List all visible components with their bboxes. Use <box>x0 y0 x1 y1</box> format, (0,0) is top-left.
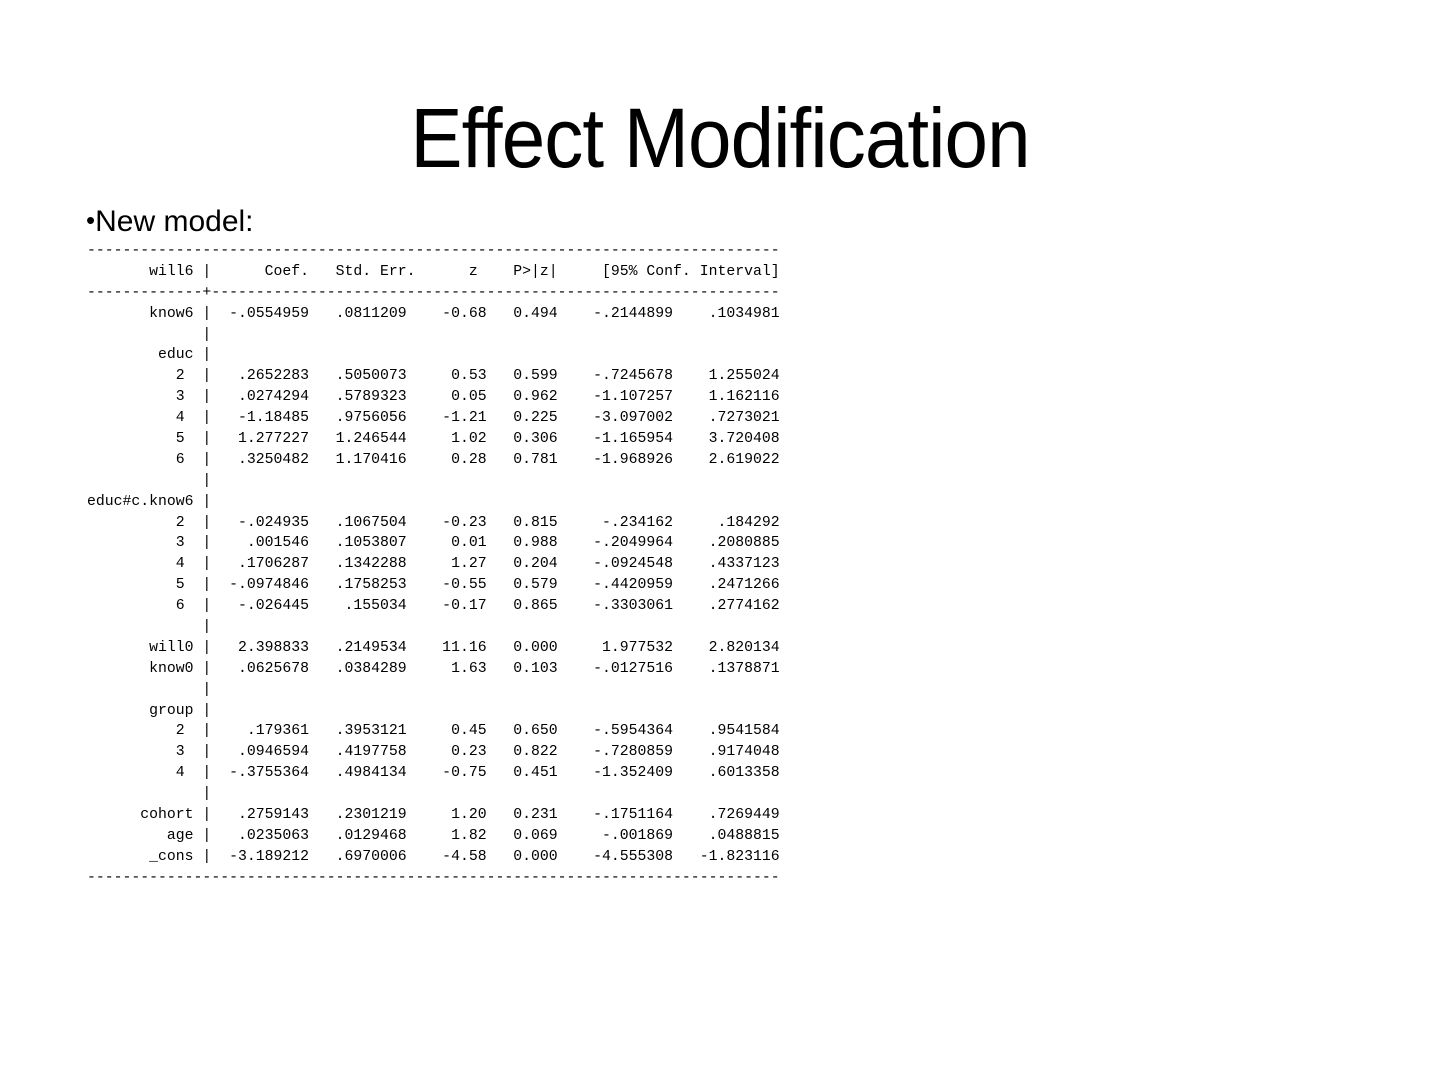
table-row: 5 | 1.277227 1.246544 1.02 0.306 -1.165954 3.720408 <box>87 431 780 448</box>
table-row: 3 | .0946594 .4197758 0.23 0.822 -.7280859 .9174048 <box>87 744 780 761</box>
table-row: 4 | -1.18485 .9756056 -1.21 0.225 -3.097002 .7273021 <box>87 410 780 427</box>
separator-line: ------------------------------------------------------------------------------ <box>87 243 780 259</box>
table-row: 4 | .1706287 .1342288 1.27 0.204 -.0924548 .4337123 <box>87 556 780 573</box>
table-row: know0 | .0625678 .0384289 1.63 0.103 -.0127516 .1378871 <box>87 660 780 677</box>
table-row: 3 | .001546 .1053807 0.01 0.988 -.2049964 .2080885 <box>87 535 780 552</box>
table-row: | <box>87 619 212 636</box>
table-row: know6 | -.0554959 .0811209 -0.68 0.494 -.2144899 .1034981 <box>87 305 780 322</box>
bullet-dot: • <box>86 205 96 235</box>
table-row: _cons | -3.189212 .6970006 -4.58 0.000 -4.555308 -1.823116 <box>87 848 780 865</box>
table-row: 3 | .0274294 .5789323 0.05 0.962 -1.107257 1.162116 <box>87 389 780 406</box>
table-row: 2 | .2652283 .5050073 0.53 0.599 -.7245678 1.255024 <box>87 368 780 385</box>
table-row: | <box>87 472 212 489</box>
separator-line: ------------------------------------------------------------------------------ <box>87 869 780 886</box>
table-row: 2 | .179361 .3953121 0.45 0.650 -.5954364 .9541584 <box>87 723 780 740</box>
table-row: will0 | 2.398833 .2149534 11.16 0.000 1.977532 2.820134 <box>87 639 780 656</box>
table-row: 2 | -.024935 .1067504 -0.23 0.815 -.234162 .184292 <box>87 514 780 531</box>
slide-title: Effect Modification <box>410 91 1030 185</box>
table-row: | <box>87 681 212 698</box>
bullet-text: New model: <box>95 205 254 238</box>
table-row: educ#c.know6 | <box>87 493 212 510</box>
table-row: 5 | -.0974846 .1758253 -0.55 0.579 -.4420959 .2471266 <box>87 577 780 594</box>
table-row: educ | <box>87 347 212 364</box>
bullet-item <box>86 200 254 242</box>
table-row: group | <box>87 702 212 719</box>
separator-line: -------------+---------------------------------------------------------------- <box>87 284 780 301</box>
table-row: age | .0235063 .0129468 1.82 0.069 -.001869 .0488815 <box>87 827 780 844</box>
table-row: 6 | .3250482 1.170416 0.28 0.781 -1.968926 2.619022 <box>87 451 780 468</box>
table-row: | <box>87 326 212 343</box>
table-row: cohort | .2759143 .2301219 1.20 0.231 -.1751164 .7269449 <box>87 807 780 824</box>
table-row: 6 | -.026445 .155034 -0.17 0.865 -.3303061 .2774162 <box>87 598 780 615</box>
table-row: 4 | -.3755364 .4984134 -0.75 0.451 -1.352409 .6013358 <box>87 765 780 782</box>
table-row: | <box>87 786 212 803</box>
regression-output-table <box>87 241 780 889</box>
table-header-row: will6 | Coef. Std. Err. z P>|z| [95% Conf. Interval] <box>87 263 780 280</box>
